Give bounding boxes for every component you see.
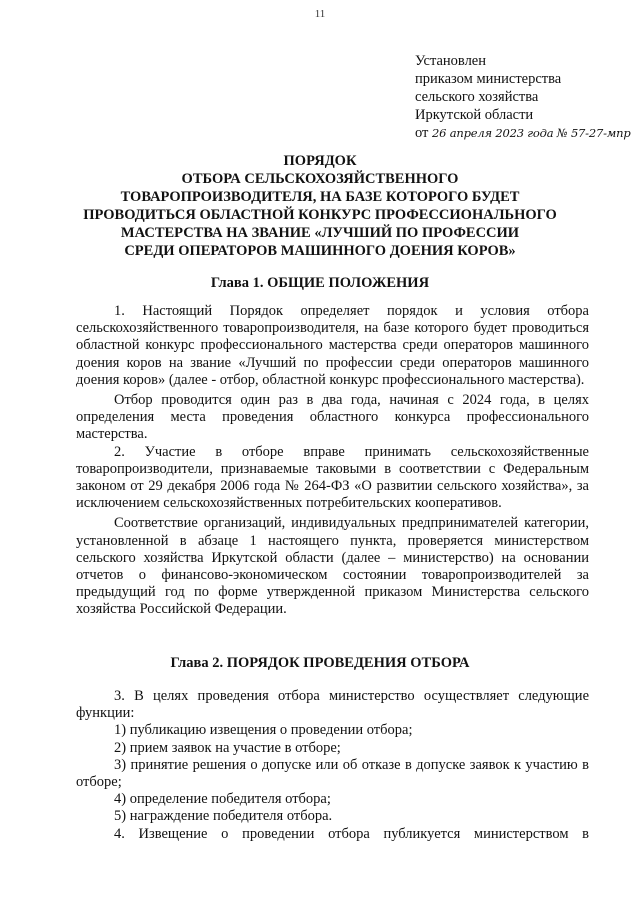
paragraph: Соответствие организаций, индивидуальных предпринимателей категории, установленной в абзаце 1 настоящего пункта, проверяется министерством сельского хозяйства Иркутской области (далее – министерство) на основании отчетов о финансово-экономическом состоянии товаропроизводителей за предыдущий год по форме утвержденной приказом Министерства сельского хозяйства Российской Федерации. bbox=[76, 515, 589, 618]
approval-prefix: от bbox=[415, 125, 429, 141]
document-title bbox=[60, 152, 580, 260]
list-item: 5) награждение победителя отбора. bbox=[114, 808, 333, 825]
chapter-1-heading: Глава 1. ОБЩИЕ ПОЛОЖЕНИЯ bbox=[210, 275, 430, 291]
list-item: 4) определение победителя отбора; bbox=[114, 791, 331, 808]
title-line: ПРОВОДИТЬСЯ ОБЛАСТНОЙ КОНКУРС ПРОФЕССИОНАЛЬНОГО bbox=[83, 207, 557, 223]
title-line: ТОВАРОПРОИЗВОДИТЕЛЯ, НА БАЗЕ КОТОРОГО БУДЕТ bbox=[120, 189, 520, 205]
chapter-1-body bbox=[76, 303, 589, 619]
title-line: МАСТЕРСТВА НА ЗВАНИЕ «ЛУЧШИЙ ПО ПРОФЕССИИ bbox=[120, 225, 520, 241]
title-line: ПОРЯДОК bbox=[283, 153, 357, 169]
paragraph: 3. В целях проведения отбора министерство осуществляет следующие функции: bbox=[76, 688, 589, 722]
chapter-2-body bbox=[76, 688, 589, 843]
paragraph: 4. Извещение о проведении отбора публикуется министерством в bbox=[114, 825, 589, 842]
approval-line: сельского хозяйства bbox=[415, 89, 539, 105]
paragraph: 1. Настоящий Порядок определяет порядок и условия отбора сельскохозяйственного товаропроизводителя, на базе которого будет проводиться областной конкурс профессионального мастерства среди операторов машинного доения коров на звание «Лучший по профессии среди операторов машинного доения коров» (далее - отбор, областной конкурс профессионального мастерства). bbox=[76, 303, 589, 388]
approval-line: приказом министерства bbox=[415, 71, 562, 87]
list-item: 1) публикацию извещения о проведении отбора; bbox=[114, 722, 413, 739]
handwritten-date-number: 26 апреля 2023 года № 57-27-мпр bbox=[432, 126, 631, 140]
page-number: 11 bbox=[314, 8, 326, 20]
chapter-2-heading: Глава 2. ПОРЯДОК ПРОВЕДЕНИЯ ОТБОРА bbox=[170, 655, 470, 671]
title-line: СРЕДИ ОПЕРАТОРОВ МАШИННОГО ДОЕНИЯ КОРОВ» bbox=[124, 243, 516, 259]
approval-line: Установлен bbox=[415, 53, 487, 69]
paragraph: 2. Участие в отборе вправе принимать сельскохозяйственные товаропроизводители, признаваемые таковыми в соответствии с Федеральным законом от 29 декабря 2006 года № 264-ФЗ «О развитии сельского хозяйства», за исключением сельскохозяйственных потребительских кооперативов. bbox=[76, 443, 589, 512]
approval-line: Иркутской области bbox=[415, 107, 534, 123]
paragraph: Отбор проводится один раз в два года, начиная с 2024 года, в целях определения места проведения областного конкурса профессионального мастерства. bbox=[76, 392, 589, 443]
list-item: 2) прием заявок на участие в отборе; bbox=[114, 739, 341, 756]
list-item: 3) принятие решения о допуске или об отказе в допуске заявок к участию в отборе; bbox=[76, 756, 589, 791]
title-line: ОТБОРА СЕЛЬСКОХОЗЯЙСТВЕННОГО bbox=[181, 171, 459, 187]
approval-date-line bbox=[415, 124, 631, 142]
approval-block bbox=[415, 52, 631, 142]
